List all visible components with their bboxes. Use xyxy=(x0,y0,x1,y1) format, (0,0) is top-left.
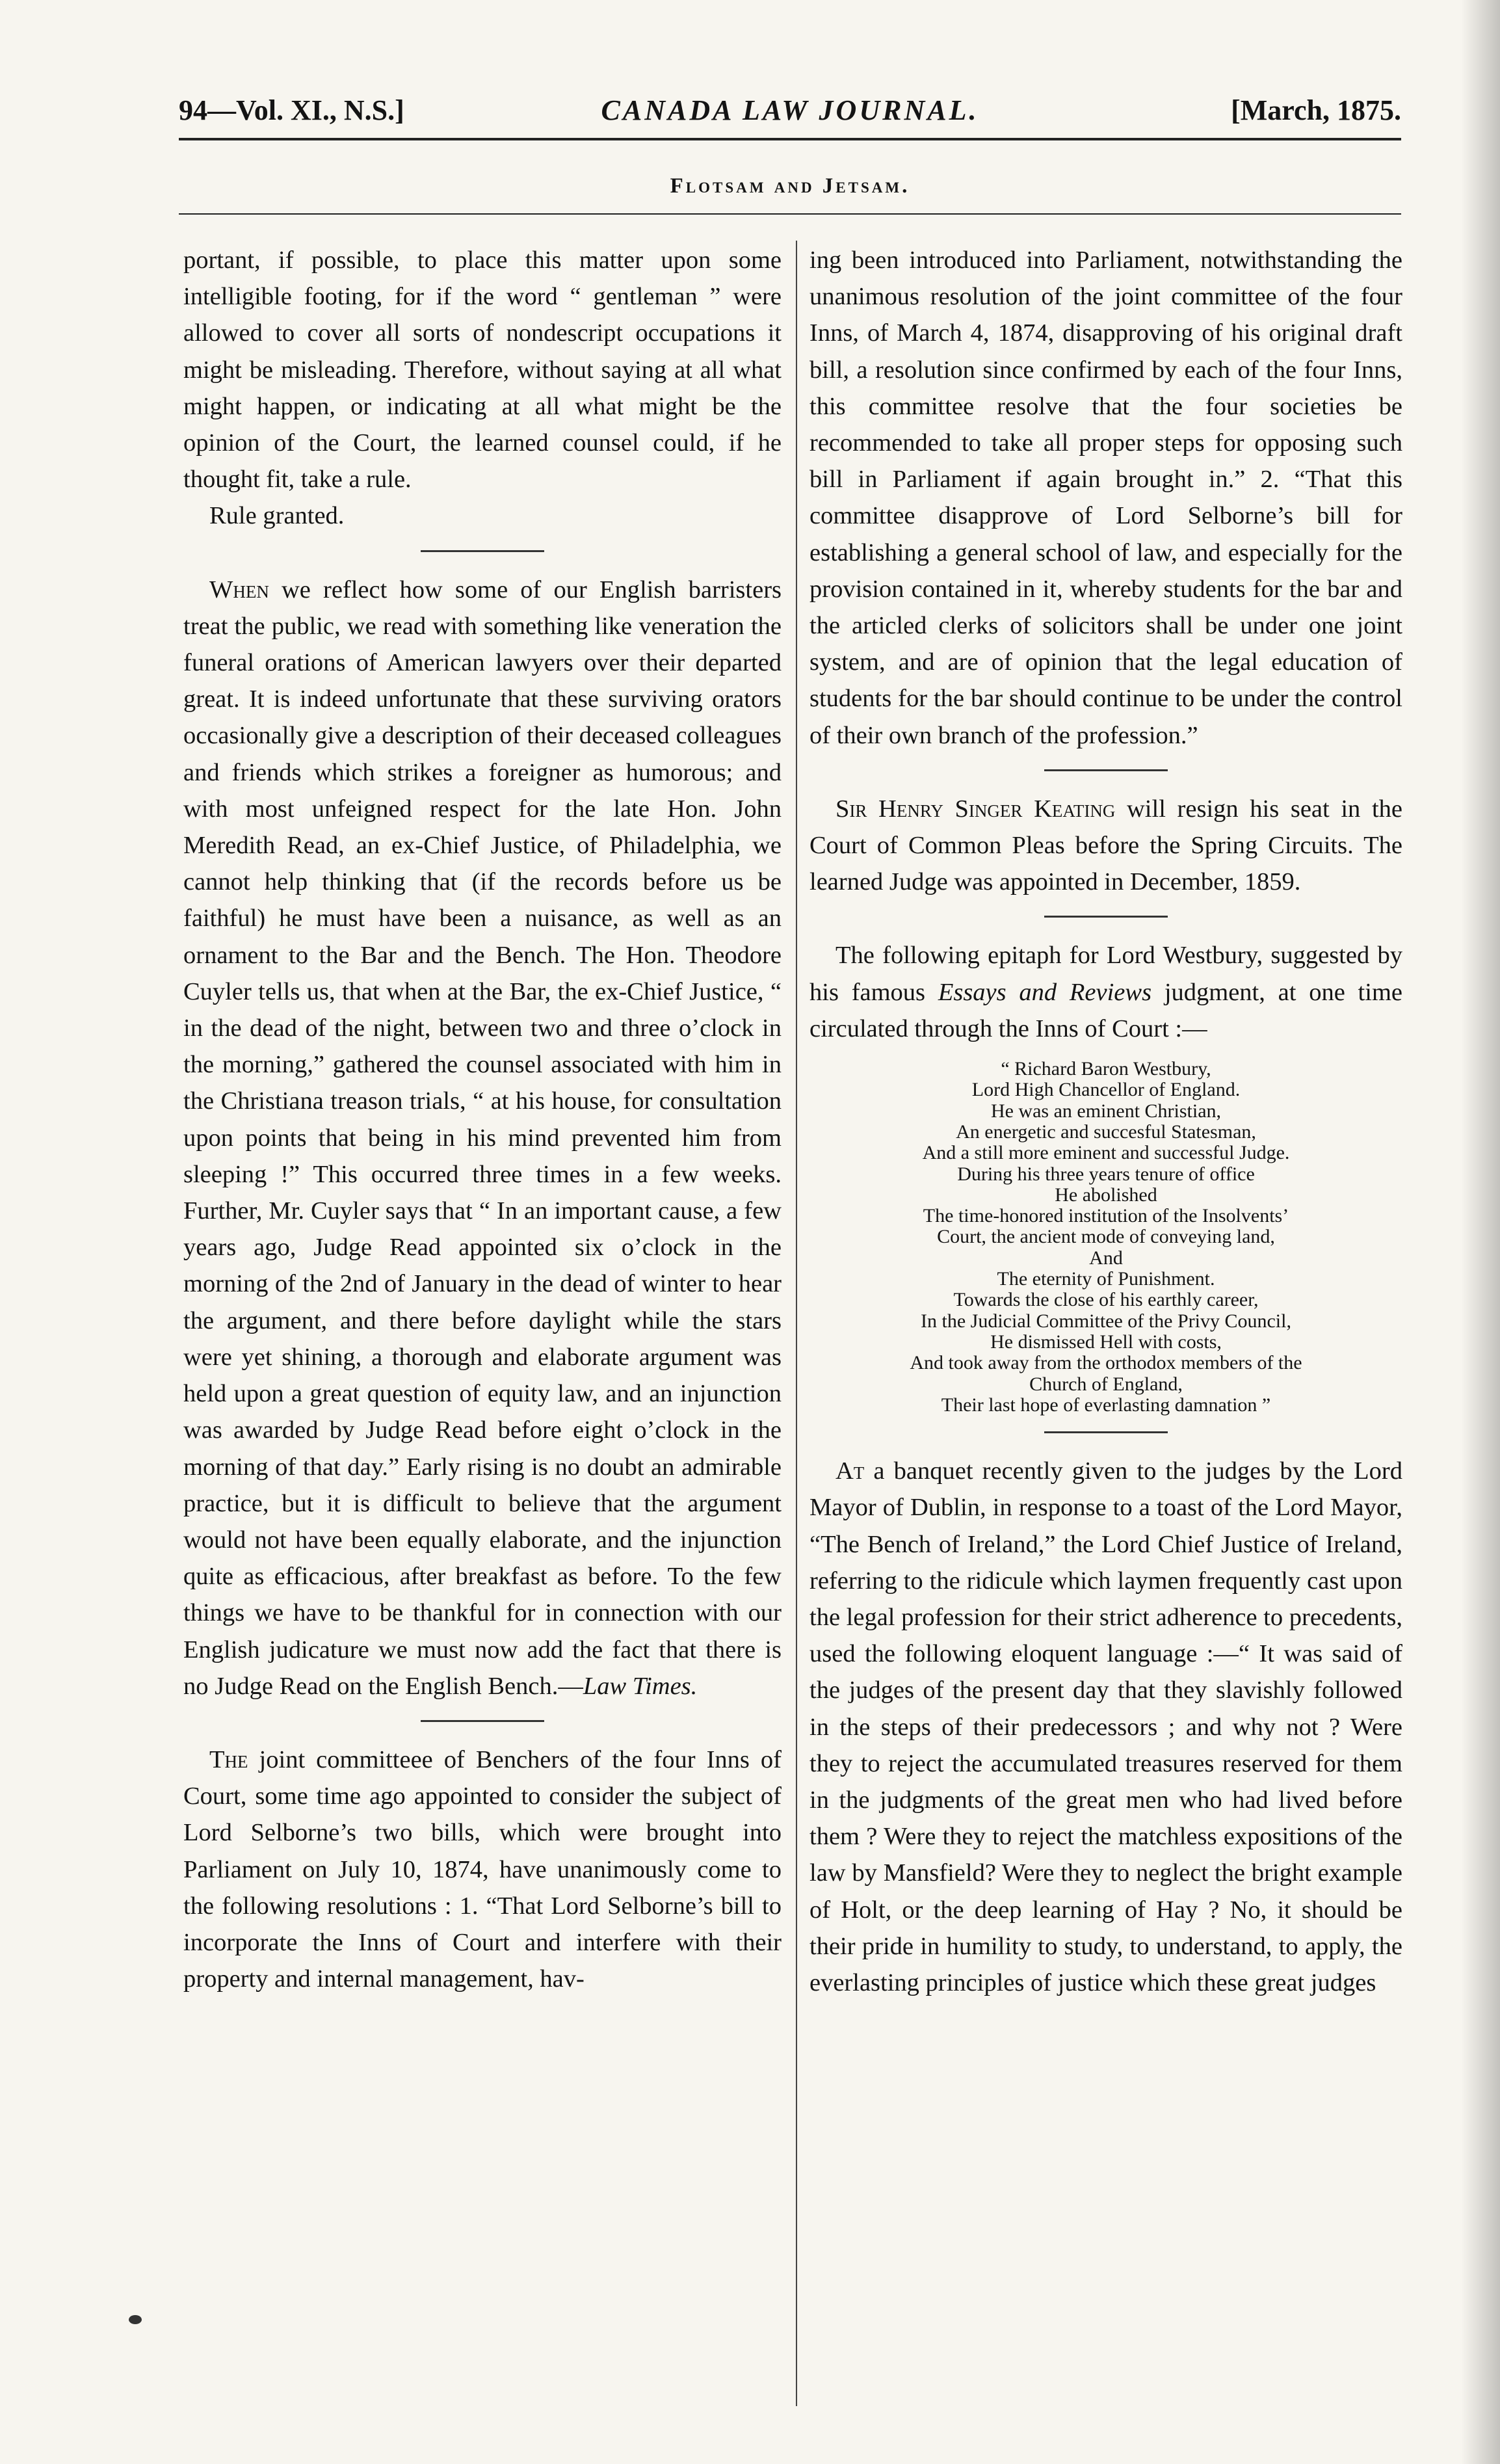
epitaph-line: During his three years tenure of office xyxy=(957,1163,1255,1185)
article-lead-word: The xyxy=(209,1745,248,1773)
epitaph-line: He dismissed Hell with costs, xyxy=(990,1331,1222,1353)
article-dublin-banquet xyxy=(809,1453,1402,2001)
article-source: Law Times. xyxy=(583,1672,698,1700)
article-westbury xyxy=(809,937,1402,1047)
epitaph-line: “ Richard Baron Westbury, xyxy=(1001,1058,1211,1080)
item-separator xyxy=(1044,1431,1168,1433)
article-body: a banquet recently given to the judges by the Lord Mayor of Dublin, in response to a toast of the Lord Mayor, “The Bench of Ireland,” the Lord Chief Justice of Ireland, referring to the ridicule which laymen frequently cast upon the legal profession for their strict adherence to precedents, used the following eloquent language :—“ It was said of the judges of the present day that they slavishly followed in the steps of their predecessors ; and why not ? Were they to reject the accumulated treasures reserved for them in the judgments of the great men who had lived before them ? Were they to reject the matchless expositions of the law by Mansfield? Were they to neglect the bright example of Holt, or the deep learning of Hay ? No, it should be their pride in humility to study, to understand, to apply, the everlasting principles of justice which these great judges xyxy=(809,1457,1402,1996)
column-divider xyxy=(796,241,797,2406)
epitaph xyxy=(809,1059,1402,1416)
epitaph-line: He was an eminent Christian, xyxy=(990,1100,1222,1122)
epitaph-line: And xyxy=(1089,1247,1123,1269)
right-column xyxy=(809,242,1402,2001)
issue-date: [March, 1875. xyxy=(1231,94,1401,126)
epitaph-line: An energetic and succesful Statesman, xyxy=(956,1120,1256,1143)
journal-title: CANADA LAW JOURNAL. xyxy=(601,94,979,126)
epitaph-line: The eternity of Punishment. xyxy=(997,1268,1215,1290)
header-rule xyxy=(179,138,1401,140)
section-title: Flotsam and Jetsam. xyxy=(670,174,910,198)
article-italic-title: Essays and Reviews xyxy=(938,978,1152,1006)
item-separator xyxy=(1044,769,1168,771)
continued-paragraph: ing been introduced into Parliament, notwithstanding the unanimous resolution of the joint committee of the four Inns, of March 4, 1874, disapproving of his original draft bill, a resolution since confirmed by each of the four Inns, this committee resolve that the four societies be recommended to take all proper steps for opposing such bill in Parliament if again brought in.” 2. “That this committee disapprove of Lord Selborne’s bill for establishing a general school of law, and especially for the provision contained in it, whereby students for the bar and the articled clerks of solicitors shall be under one joint system, and are of opinion that the legal education of students for the bar should continue to be under the control of their own branch of the profession.” xyxy=(809,246,1402,749)
epitaph-line: Court, the ancient mode of conveying land, xyxy=(937,1226,1275,1248)
item-separator xyxy=(421,1720,544,1722)
article-benchers xyxy=(183,1742,782,1997)
epitaph-line: Their last hope of everlasting damnation ” xyxy=(941,1394,1271,1416)
article-body: joint committeee of Benchers of the four Inns of Court, some time ago appointed to consider the subject of Lord Selborne’s two bills, which were brought into Parliament on July 10, 1874, have unanimously come to the following resolutions : 1. “That Lord Selborne’s bill to incorporate the Inns of Court and interfere with their property and internal management, hav- xyxy=(183,1745,782,1993)
article-lead-word: At xyxy=(836,1457,865,1485)
article-keating xyxy=(809,791,1402,901)
article-body: we reflect how some of our English barristers treat the public, we read with something like veneration the funeral orations of American lawyers over their departed great. It is indeed unfortunate that these surviving orators occasionally give a description of their deceased colleagues and friends which strikes a foreigner as humorous; and with most unfeigned respect for the late Hon. John Meredith Read, an ex-Chief Justice, of Philadelphia, we cannot help thinking that (if the records before us be faithful) he must have been a nuisance, as well as an ornament to the Bar and the Bench. The Hon. Theodore Cuyler tells us, that when at the Bar, the ex-Chief Justice, “ in the dead of the night, between two and three o’clock in the morning,” gathered the counsel associated with him in the Christiana treason trials, “ at his house, for consultation upon points that being in his mind prevented him from sleeping !” This occurred three times in a few weeks. Further, Mr. Cuyler says that “ In an important cause, a few years ago, Judge Read appointed six o’clock in the morning of the 2nd of January in the dead of winter to hear the argument, and there before daylight while the stars were yet shining, a thorough and elaborate argument was held upon a great question of equity law, and an injunction was awarded by Judge Read before eight o’clock in the morning of that day.” Early rising is no doubt an admirable practice, but it is difficult to believe that the argument would not have been equally elaborate, and the injunction quite as efficacious, after breakfast as before. To the few things we have to be thankful for in connection with our English judicature we must now add the fact that there is no Judge Read on the English Bench.— xyxy=(183,576,782,1700)
left-column xyxy=(183,242,782,1997)
article-body: will resign his seat in the Court of Common Pleas before the Spring Circuits. The learned Judge was appointed in December, 1859. xyxy=(809,795,1402,896)
article-body: The following epitaph for Lord Westbury, suggested by his famous xyxy=(809,942,1402,1006)
epitaph-line: In the Judicial Committee of the Privy Council, xyxy=(921,1310,1291,1332)
page-number-volume: 94—Vol. XI., N.S.] xyxy=(179,94,404,126)
scan-edge-shadow xyxy=(1461,0,1500,2464)
epitaph-line: Lord High Chancellor of England. xyxy=(971,1079,1241,1101)
epitaph-line: And a still more eminent and successful Judge. xyxy=(922,1142,1290,1164)
epitaph-line: And took away from the orthodox members of the xyxy=(910,1352,1302,1374)
epitaph-line: The time-honored institution of the Insolvents’ xyxy=(923,1205,1289,1227)
epitaph-line: Towards the close of his earthly career, xyxy=(953,1289,1259,1311)
epitaph-line: He abolished xyxy=(1055,1184,1157,1206)
item-separator xyxy=(1044,916,1168,918)
article-lead-word: Sir Henry Singer Keating xyxy=(836,795,1116,823)
article-body: judgment, at one time circulated through the Inns of Court :— xyxy=(809,978,1402,1042)
epitaph-line: Church of England, xyxy=(1029,1373,1183,1395)
continued-paragraph: portant, if possible, to place this matter upon some intelligible footing, for if the word “ gentleman ” were allowed to cover all sorts of nondescript occupations it might be misleading. Therefore, without saying at all what might happen, or indicating at all what might be the opinion of the Court, the learned counsel could, if he thought fit, take a rule. xyxy=(183,246,782,494)
section-rule xyxy=(179,213,1401,215)
rule-granted: Rule granted. xyxy=(209,502,345,530)
article-judge-read xyxy=(183,572,782,1704)
article-lead-word: When xyxy=(209,576,269,603)
margin-ink-mark xyxy=(129,2315,142,2324)
running-head xyxy=(179,91,1401,130)
item-separator xyxy=(421,550,544,552)
